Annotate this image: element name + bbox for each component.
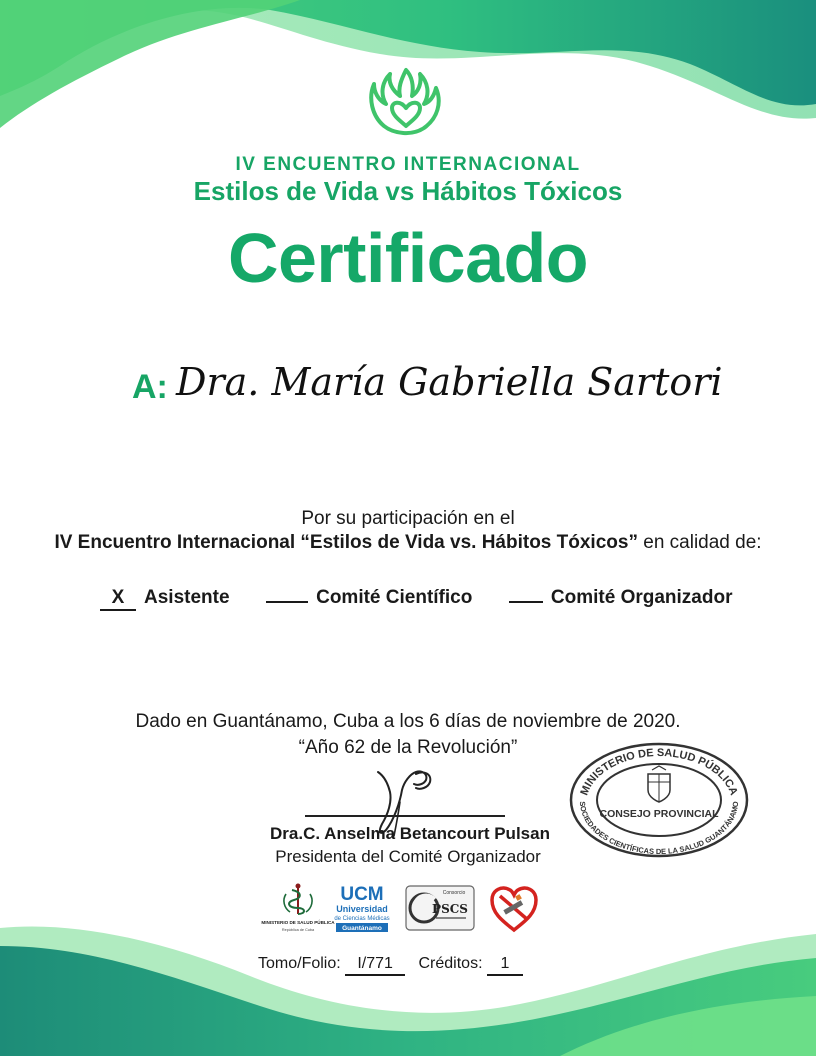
minsap-logo-icon xyxy=(261,880,335,936)
role-label-organizador: Comité Organizador xyxy=(550,587,733,608)
minsap-logo-text: MINISTERIO DE SALUD PÚBLICA xyxy=(261,920,335,925)
institutional-logos xyxy=(261,880,542,942)
no-smoking-heart-logo-icon xyxy=(486,880,542,936)
tomo-folio-label: Tomo/Folio: xyxy=(258,955,341,972)
participation-line: Por su participación en el xyxy=(301,508,515,529)
tomo-folio-value: I/771 xyxy=(345,956,405,976)
pscs-logo-icon xyxy=(404,880,476,936)
ucm-logo-name2: de Ciencias Médicas xyxy=(334,916,390,922)
participation-event-name: IV Encuentro Internacional “Estilos de Vida vs. Hábitos Tóxicos” xyxy=(54,532,638,553)
ucm-logo-icon xyxy=(330,880,394,936)
signature-line xyxy=(305,815,505,817)
roles-row xyxy=(100,581,732,611)
signer-name: Dra.C. Anselma Betancourt Pulsan xyxy=(270,824,550,843)
year-motto: “Año 62 de la Revolución” xyxy=(298,737,518,758)
role-label-cientifico: Comité Científico xyxy=(316,587,473,608)
creditos-label: Créditos: xyxy=(418,955,483,972)
ucm-logo-abbrev: UCM xyxy=(340,884,384,905)
certificate-title: Certificado xyxy=(227,219,589,297)
role-mark-cientifico xyxy=(266,581,308,603)
official-stamp xyxy=(568,740,750,858)
role-mark-organizador xyxy=(509,581,543,603)
stamp-top-text: MINISTERIO DE SALUD PÚBLICA xyxy=(578,746,740,798)
stamp-center-text: CONSEJO PROVINCIAL xyxy=(599,808,719,820)
ucm-logo-name1: Universidad xyxy=(336,904,388,914)
creditos-value: 1 xyxy=(487,956,523,976)
event-logo-icon xyxy=(368,62,444,142)
recipient-name: Dra. María Gabriella Sartori xyxy=(176,360,723,404)
signer-role: Presidenta del Comité Organizador xyxy=(275,847,541,866)
stamp-coat-of-arms-icon xyxy=(648,766,670,802)
pscs-logo-text: PSCS xyxy=(432,902,468,916)
registry-info xyxy=(258,955,523,976)
minsap-logo-subtext: República de Cuba xyxy=(281,928,315,932)
participation-event-line xyxy=(0,532,816,554)
stamp-bottom-text: SOCIEDADES CIENTÍFICAS DE LA SALUD GUANTÁNAMO xyxy=(577,801,741,857)
event-name: Estilos de Vida vs Hábitos Tóxicos xyxy=(193,176,623,206)
role-mark-asistente: X xyxy=(100,589,136,611)
pscs-logo-small: Consorcio xyxy=(442,890,466,896)
role-label-asistente: Asistente xyxy=(144,587,230,608)
issue-place-date: Dado en Guantánamo, Cuba a los 6 días de noviembre de 2020. xyxy=(135,711,681,732)
recipient-label: A: xyxy=(132,368,168,406)
participation-capacity: en calidad de: xyxy=(637,532,762,553)
ucm-logo-city: Guantánamo xyxy=(342,925,382,932)
event-edition: IV ENCUENTRO INTERNACIONAL xyxy=(235,154,581,175)
